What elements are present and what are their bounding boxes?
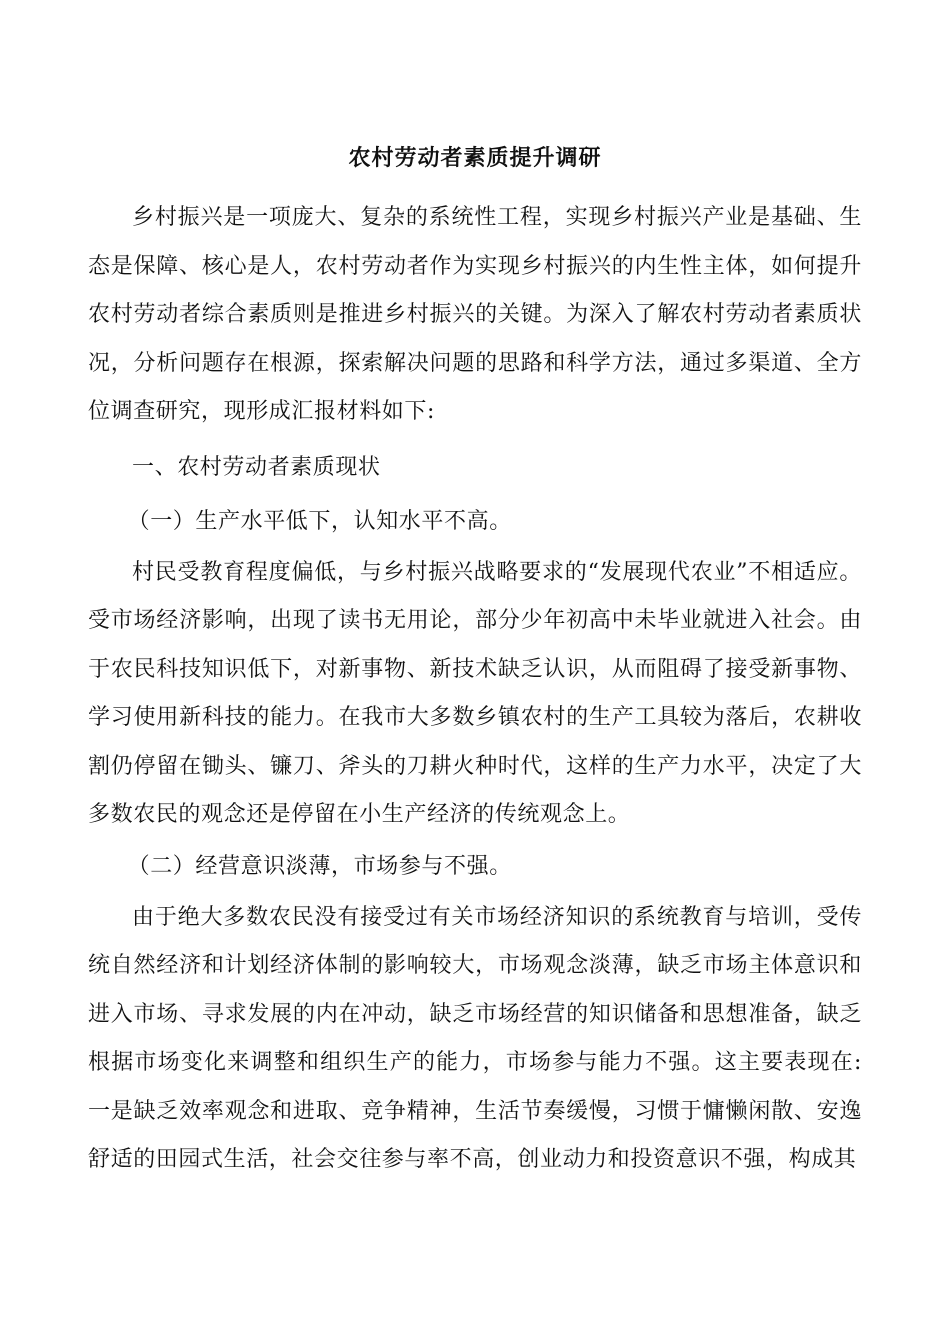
subsection-heading-2: （二）经营意识淡薄，市场参与不强。 (127, 853, 512, 879)
document-body (88, 194, 862, 1185)
section-heading-1: 一、农村劳动者素质现状 (132, 454, 381, 480)
document-title: 农村劳动者素质提升调研 (348, 145, 602, 171)
subsection-paragraph-1: 村民受教育程度偏低，与乡村振兴战略要求的“发展现代农业”不相适应。受市场经济影响，出现了读书无用论，部分少年初高中未毕业就进入社会。由于农民科技知识低下，对新事物、新技术缺乏认识，从而阻碍了接受新事物、学习使用新科技的能力。在我市大多数乡镇农村的生产工具较为落后，农耕收割仍停留在锄头、镰刀、斧头的刀耕火种时代，这样的生产力水平，决定了大多数农民的观念还是停留在小生产经济的传统观念上。 (88, 559, 862, 827)
intro-paragraph: 乡村振兴是一项庞大、复杂的系统性工程，实现乡村振兴产业是基础、生态是保障、核心是人，农村劳动者作为实现乡村振兴的内生性主体，如何提升农村劳动者综合素质则是推进乡村振兴的关键。为深入了解农村劳动者素质状况，分析问题存在根源，探索解决问题的思路和科学方法，通过多渠道、全方位调查研究，现形成汇报材料如下: (88, 205, 862, 424)
subsection-paragraph-2: 由于绝大多数农民没有接受过有关市场经济知识的系统教育与培训，受传统自然经济和计划经济体制的影响较大，市场观念淡薄，缺乏市场主体意识和进入市场、寻求发展的内在冲动，缺乏市场经营的知识储备和思想准备，缺乏根据市场变化来调整和组织生产的能力，市场参与能力不强。这主要表现在:一是缺乏效率观念和进取、竞争精神，生活节奏缓慢，习惯于慵懒闲散、安逸舒适的田园式生活，社会交往参与率不高，创业动力和投资意识不强，构成其 (88, 904, 862, 1172)
subsection-heading-1: （一）生产水平低下，认知水平不高。 (127, 508, 512, 534)
